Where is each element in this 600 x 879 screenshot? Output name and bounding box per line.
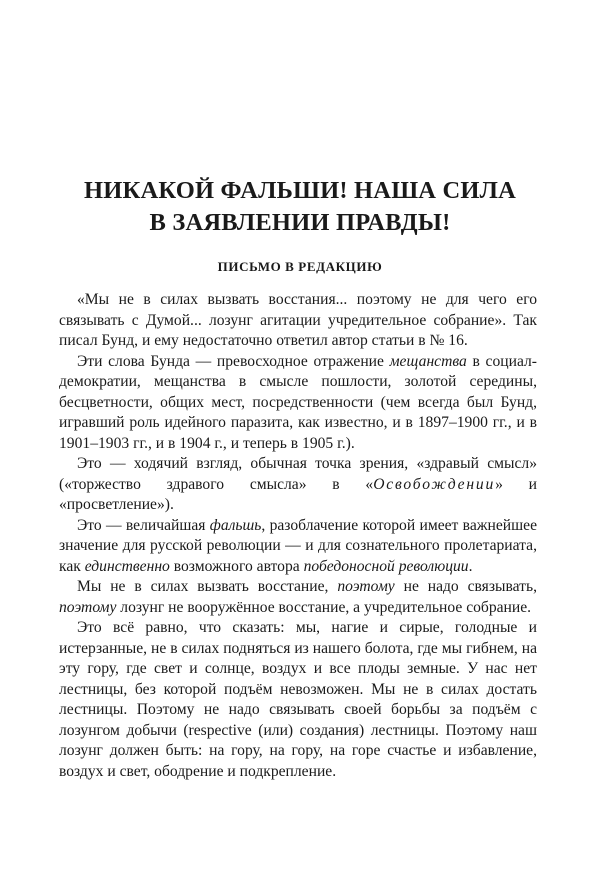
paragraph-5-text-c: лозунг не вооружённое восстание, а учредительное собрание. xyxy=(116,598,532,616)
paragraph-3 xyxy=(59,454,537,516)
paragraph-5-text-b: не надо связывать, xyxy=(394,578,537,595)
emphasis-pobedonosnoy-revolyutsii: победоносной революции xyxy=(303,557,469,575)
paragraph-2-text-a: Эти слова Бунда — превосходное отражение xyxy=(77,352,390,370)
emphasis-poetomu-2: поэтому xyxy=(59,598,117,616)
paragraph-4-text-c: возможного автора xyxy=(169,557,304,575)
emphasis-edinstvenno: единственно xyxy=(84,557,170,575)
paragraph-3-text-a: Это — ходячий взгляд, обычная точка зрения, «здравый смысл» («торжество здравого смысла» в « xyxy=(59,455,537,493)
paragraph-5 xyxy=(59,577,537,618)
emphasis-meshchanstvo: мещанства xyxy=(389,352,467,370)
title-line-1: НИКАКОЙ ФАЛЬШИ! НАША СИЛА xyxy=(83,177,517,204)
paragraph-4-text-d: . xyxy=(468,557,473,575)
paragraph-3-text-b: » и «просветление»). xyxy=(59,475,537,513)
article-title xyxy=(0,175,600,239)
paragraph-2-text-b: в социал-демократии, мещанства в смысле пошлости, золотой середины, бесцветности, общих мест, посредственности (чем всегда был Бунд, игравший роль идейного паразита, как известно, и в 1897–1900 гг., и в 1901–1903 гг., и в 1904 г., и теперь в 1905 г.). xyxy=(59,352,537,452)
paragraph-1: «Мы не в силах вызвать восстания... поэтому не для чего его связывать с Думой... лозунг агитации учредительное собрание». Так писал Бунд, и ему недостаточно ответил автор статьи в № 16. xyxy=(59,291,537,349)
article-subtitle: ПИСЬМО В РЕДАКЦИЮ xyxy=(217,259,383,274)
paragraph-6: Это всё равно, что сказать: мы, нагие и сирые, голодные и истерзанные, не в силах подняться из нашего болота, где мы гибнем, на эту гору, где свет и солнце, воздух и все плоды земные. У нас нет лестницы, без которой подъём невозможен. Мы не в силах достать лестницы. Поэтому не надо связывать своей борьбы за подъём с лозунгом добычи (respective (или) создания) лестницы. Поэтому наш лозунг должен быть: на гору, на гору, на горе счастье и избавление, воздух и свет, ободрение и подкрепление. xyxy=(59,619,537,780)
article-body xyxy=(59,290,537,782)
emphasis-falsh: фальшь xyxy=(209,516,262,534)
emphasis-poetomu-1: поэтому xyxy=(337,578,395,595)
paragraph-2 xyxy=(59,352,537,455)
title-line-2: В ЗАЯВЛЕНИИ ПРАВДЫ! xyxy=(149,209,451,236)
emphasis-osvobozhdenii: Освобождении xyxy=(373,475,496,493)
paragraph-5-text-a: Мы не в силах вызвать восстание, xyxy=(77,578,338,595)
paragraph-4 xyxy=(59,516,537,578)
paragraph-4-text-a: Это — величайшая xyxy=(77,516,210,534)
paragraph-4-text-b: , разоблачение которой имеет важнейшее значение для русской революции — и для сознательного пролетариата, как xyxy=(59,516,537,575)
